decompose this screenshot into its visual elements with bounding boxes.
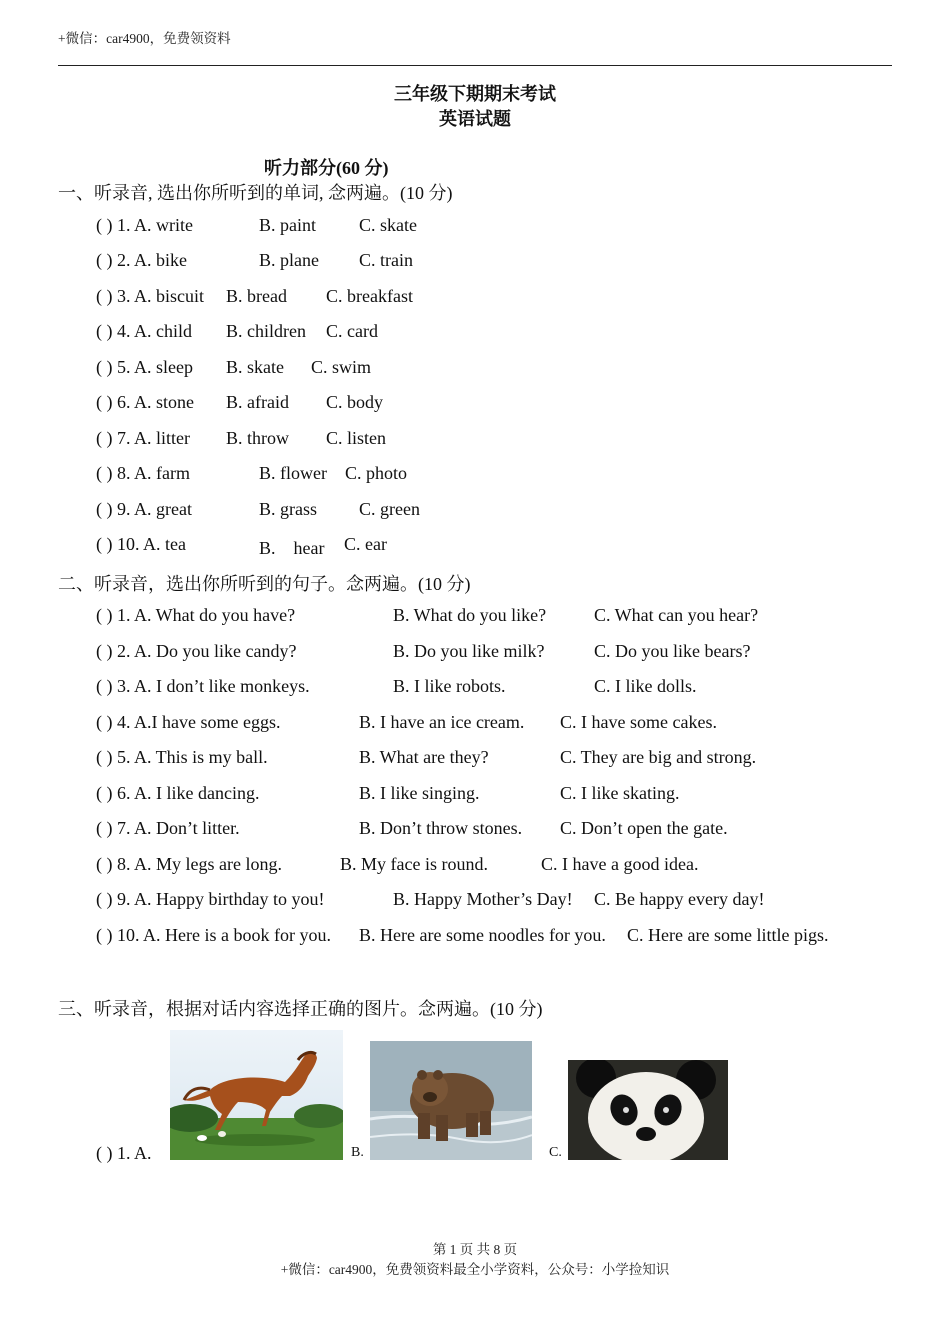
s2-q8-c: C. I have a good idea. bbox=[541, 854, 699, 874]
exam-title: 三年级下期期末考试 bbox=[394, 84, 556, 104]
s1-q3-a: ( ) 3. A. biscuit bbox=[96, 286, 204, 306]
s2-q3-b: B. I like robots. bbox=[393, 676, 506, 696]
s1-q9-c: C. green bbox=[359, 499, 420, 519]
panda-image bbox=[568, 1060, 728, 1160]
s2-q3-a: ( ) 3. A. I don’t like monkeys. bbox=[96, 676, 310, 696]
s2-q5-c: C. They are big and strong. bbox=[560, 747, 757, 767]
horse-image bbox=[170, 1030, 343, 1160]
s2-q9-b: B. Happy Mother’s Day! bbox=[393, 889, 573, 909]
s2-q6-c: C. I like skating. bbox=[560, 783, 680, 803]
s1-q7-c: C. listen bbox=[326, 428, 387, 448]
s3-q1-b-label: B. bbox=[351, 1145, 364, 1160]
s1-q1-c: C. skate bbox=[359, 215, 417, 235]
s1-q8-c: C. photo bbox=[345, 463, 408, 483]
s1-q6-c: C. body bbox=[326, 392, 384, 412]
s1-q7-b: B. throw bbox=[226, 428, 289, 448]
s1-q10-c: C. ear bbox=[344, 534, 387, 554]
s1-q10-b: B. hear bbox=[259, 538, 325, 558]
s2-q4-c: C. I have some cakes. bbox=[560, 712, 717, 732]
s2-q5-a: ( ) 5. A. This is my ball. bbox=[96, 747, 268, 767]
s2-q7-c: C. Don’t open the gate. bbox=[560, 818, 728, 838]
s1-q7-a: ( ) 7. A. litter bbox=[96, 428, 190, 448]
s2-q2-c: C. Do you like bears? bbox=[594, 641, 751, 661]
s2-q3-c: C. I like dolls. bbox=[594, 676, 697, 696]
s1-q1-a: ( ) 1. A. write bbox=[96, 215, 193, 235]
s1-q8-b: B. flower bbox=[259, 463, 327, 483]
s2-q10-b: B. Here are some noodles for you. bbox=[359, 925, 606, 945]
section-3-heading: 三、听录音，根据对话内容选择正确的图片。念两遍。(10 分) bbox=[58, 999, 543, 1019]
s1-q9-a: ( ) 9. A. great bbox=[96, 499, 192, 519]
s2-q2-a: ( ) 2. A. Do you like candy? bbox=[96, 641, 297, 661]
s1-q9-b: B. grass bbox=[259, 499, 317, 519]
s2-q9-c: C. Be happy every day! bbox=[594, 889, 765, 909]
s1-q5-b: B. skate bbox=[226, 357, 284, 377]
s1-q1-b: B. paint bbox=[259, 215, 316, 235]
page-header: +微信：car4900，免费领资料 bbox=[58, 31, 231, 46]
bear-image bbox=[370, 1041, 532, 1160]
s2-q8-a: ( ) 8. A. My legs are long. bbox=[96, 854, 282, 874]
part-title: 听力部分(60 分) bbox=[264, 158, 389, 178]
s1-q5-a: ( ) 5. A. sleep bbox=[96, 357, 193, 377]
s1-q6-b: B. afraid bbox=[226, 392, 289, 412]
s2-q9-a: ( ) 9. A. Happy birthday to you! bbox=[96, 889, 325, 909]
s3-q1-label: ( ) 1. A. bbox=[96, 1143, 152, 1163]
s1-q6-a: ( ) 6. A. stone bbox=[96, 392, 194, 412]
s2-q2-b: B. Do you like milk? bbox=[393, 641, 545, 661]
s2-q5-b: B. What are they? bbox=[359, 747, 489, 767]
s1-q3-c: C. breakfast bbox=[326, 286, 413, 306]
section-1-heading: 一、听录音, 选出你所听到的单词, 念两遍。(10 分) bbox=[58, 183, 453, 203]
s1-q3-b: B. bread bbox=[226, 286, 287, 306]
page-number: 第 1 页 共 8 页 bbox=[432, 1242, 518, 1257]
s2-q8-b: B. My face is round. bbox=[340, 854, 488, 874]
s2-q1-a: ( ) 1. A. What do you have? bbox=[96, 605, 296, 625]
s1-q8-a: ( ) 8. A. farm bbox=[96, 463, 190, 483]
header-rule bbox=[58, 65, 892, 66]
s2-q6-b: B. I like singing. bbox=[359, 783, 480, 803]
s2-q1-c: C. What can you hear? bbox=[594, 605, 759, 625]
s2-q4-b: B. I have an ice cream. bbox=[359, 712, 525, 732]
s2-q4-a: ( ) 4. A.I have some eggs. bbox=[96, 712, 281, 732]
s2-q10-c: C. Here are some little pigs. bbox=[627, 925, 829, 945]
s1-q4-a: ( ) 4. A. child bbox=[96, 321, 192, 341]
exam-subtitle: 英语试题 bbox=[439, 109, 511, 129]
s1-q2-c: C. train bbox=[359, 250, 413, 270]
s1-q10-a: ( ) 10. A. tea bbox=[96, 534, 186, 554]
s1-q2-b: B. plane bbox=[259, 250, 319, 270]
page-footer: +微信：car4900，免费领资料最全小学资料，公众号：小学捡知识 bbox=[280, 1262, 670, 1277]
s2-q6-a: ( ) 6. A. I like dancing. bbox=[96, 783, 260, 803]
s3-q1-c-label: C. bbox=[549, 1145, 562, 1160]
s2-q7-b: B. Don’t throw stones. bbox=[359, 818, 523, 838]
s1-q5-c: C. swim bbox=[311, 357, 372, 377]
s2-q10-a: ( ) 10. A. Here is a book for you. bbox=[96, 925, 331, 945]
s2-q1-b: B. What do you like? bbox=[393, 605, 547, 625]
s1-q2-a: ( ) 2. A. bike bbox=[96, 250, 187, 270]
s1-q4-c: C. card bbox=[326, 321, 378, 341]
s2-q7-a: ( ) 7. A. Don’t litter. bbox=[96, 818, 240, 838]
s1-q4-b: B. children bbox=[226, 321, 306, 341]
section-2-heading: 二、听录音，选出你所听到的句子。念两遍。(10 分) bbox=[58, 574, 471, 594]
